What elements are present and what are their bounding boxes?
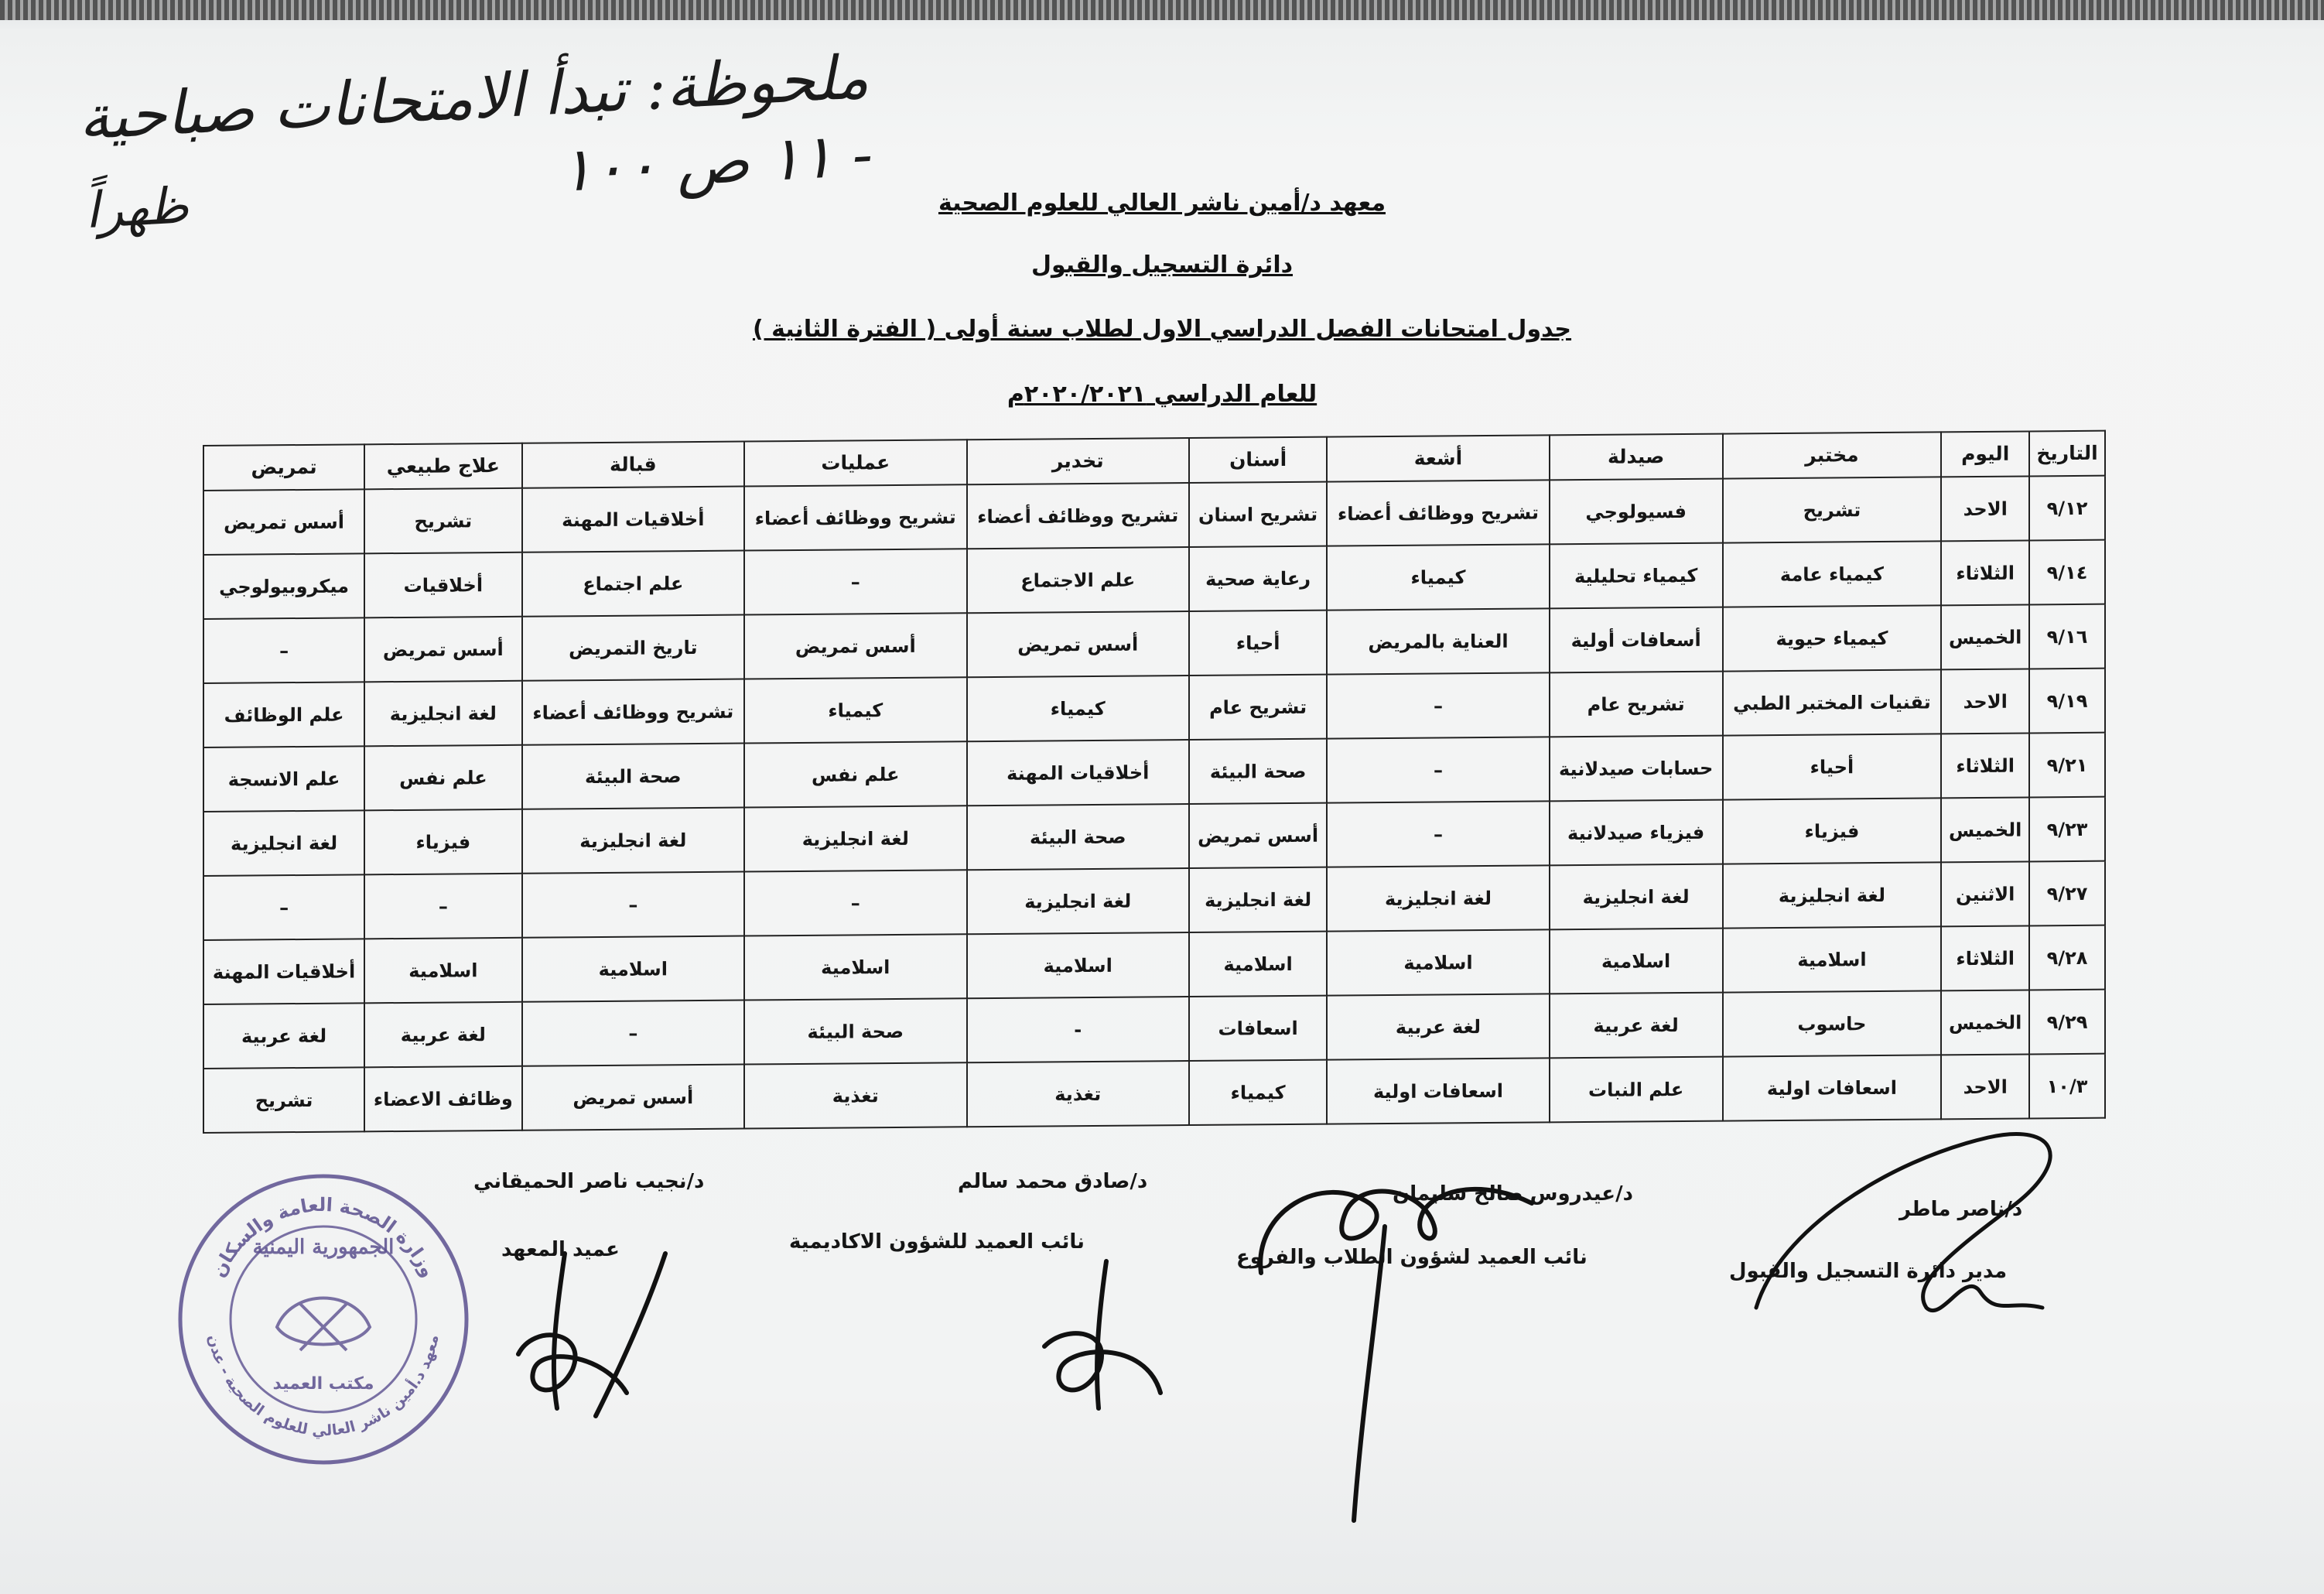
subject-cell: – [1327, 672, 1549, 738]
subject-cell: اسعافات [1189, 996, 1327, 1061]
column-header: قبالة [522, 442, 744, 488]
subject-cell: علم النبات [1550, 1057, 1723, 1123]
subject-cell: أسس تمريض [203, 489, 364, 555]
subject-cell: أسس تمريض [744, 613, 966, 679]
institute-name: معهد د/أمين ناشر العالي للعلوم الصحية [938, 190, 1386, 217]
signature-scribble-3 [1021, 1254, 1176, 1424]
subject-cell: علم نفس [744, 741, 966, 807]
subject-cell: لغة انجليزية [364, 681, 521, 747]
subject-cell: تشريح ووظائف أعضاء [967, 483, 1189, 549]
subject-cell: فيزياء [364, 809, 521, 875]
column-header: صيدلة [1550, 434, 1723, 481]
stamp-top-text: الجمهورية اليمنية [252, 1236, 395, 1259]
subject-cell: اسلامية [364, 938, 521, 1004]
note-line-1: ملحوظة: تبدأ الامتحانات صباحية - ١١ ص ١٠٠ [77, 42, 875, 206]
date-cell: ٩/١٦ [2029, 604, 2105, 669]
subject-cell: لغة انجليزية [744, 806, 966, 871]
subject-cell: لغة عربية [1327, 994, 1549, 1059]
subject-cell: – [744, 549, 966, 614]
table-body [203, 476, 2105, 1133]
subject-cell: تشريح [364, 488, 521, 554]
subject-cell: كيمياء حيوية [1723, 605, 1942, 671]
subject-cell: اسلامية [744, 934, 966, 1000]
subject-cell: صحة البيئة [967, 804, 1189, 870]
subject-cell: – [364, 874, 521, 939]
subject-cell: علم نفس [364, 745, 521, 811]
subject-cell: حسابات صيدلانية [1550, 736, 1723, 802]
subject-cell: – [522, 1001, 744, 1066]
subject-cell: علم الانسجة [203, 746, 364, 812]
day-cell: الثلاثاء [1941, 540, 2029, 605]
column-header: تمريض [203, 444, 364, 491]
subject-cell: تشريح اسنان [1189, 482, 1327, 547]
subject-cell: كيمياء عامة [1723, 541, 1942, 607]
signer-1-title: مدير دائرة التسجيل والقبول [1729, 1260, 2008, 1283]
column-header: تخدير [967, 438, 1189, 484]
subject-cell: اسعافات اولية [1723, 1055, 1942, 1120]
subject-cell: تشريح ووظائف أعضاء [522, 679, 744, 745]
date-cell: ٩/٢١ [2029, 733, 2105, 798]
subject-cell: تشريح ووظائف أعضاء [744, 484, 966, 550]
subject-cell: - [967, 997, 1189, 1062]
date-cell: ٩/٢٩ [2029, 990, 2105, 1055]
subject-cell: اسلامية [522, 936, 744, 1002]
subject-cell: لغة انجليزية [1550, 864, 1723, 930]
column-header: اليوم [1941, 431, 2029, 477]
subject-cell: لغة انجليزية [1189, 867, 1327, 932]
subject-cell: أخلاقيات [364, 552, 521, 618]
exam-schedule-table [203, 430, 2106, 1134]
subject-cell: لغة عربية [203, 1003, 364, 1069]
subject-cell: اسلامية [1550, 929, 1723, 994]
subject-cell: علم الوظائف [203, 682, 364, 747]
scan-top-edge [0, 0, 2324, 20]
day-cell: الاثنين [1941, 861, 2029, 926]
date-cell: ١٠/٣ [2029, 1054, 2105, 1119]
subject-cell: لغة انجليزية [967, 868, 1189, 934]
day-cell: الخميس [1941, 990, 2029, 1055]
subject-cell: كيمياء [1189, 1060, 1327, 1125]
date-cell: ٩/٢٨ [2029, 925, 2105, 990]
date-cell: ٩/١٢ [2029, 476, 2105, 541]
signer-4-title: عميد المعهد [501, 1238, 620, 1261]
subject-cell: اسلامية [1723, 926, 1942, 992]
subject-cell: لغة عربية [1550, 993, 1723, 1059]
subject-cell: كيمياء تحليلية [1550, 543, 1723, 609]
subject-cell: أخلاقيات المهنة [203, 939, 364, 1004]
subject-cell: تغذية [744, 1062, 966, 1128]
subject-cell: تقنيات المختبر الطبي [1723, 669, 1942, 735]
subject-cell: تغذية [967, 1061, 1189, 1127]
subject-cell: لغة انجليزية [1723, 862, 1942, 928]
signature-scribble-4 [503, 1238, 689, 1424]
eagle-emblem-icon [277, 1298, 370, 1351]
subject-cell: لغة انجليزية [1327, 865, 1549, 931]
day-cell: الاحد [1941, 669, 2029, 734]
academic-year: للعام الدراسي ٢٠٢٠/٢٠٢١م [1006, 381, 1318, 408]
subject-cell: كيمياء [1327, 544, 1549, 610]
subject-cell: لغة انجليزية [522, 808, 744, 874]
date-cell: ٩/٢٧ [2029, 861, 2105, 926]
subject-cell: فسيولوجي [1550, 479, 1723, 545]
signature-scribble-2 [1230, 1118, 1555, 1536]
subject-cell: فيزياء صيدلانية [1550, 800, 1723, 866]
subject-cell: – [1327, 801, 1549, 867]
subject-cell: لغة عربية [364, 1002, 521, 1068]
date-cell: ٩/٢٣ [2029, 797, 2105, 862]
signer-2-name: د/عيدروس صالح سليمان [1393, 1182, 1633, 1206]
subject-cell: صحة البيئة [1189, 739, 1327, 804]
stamp-ring-text: وزارة الصحة العامة والسكان [207, 1193, 439, 1281]
subject-cell: – [522, 872, 744, 938]
subject-cell: – [744, 870, 966, 936]
subject-cell: أسس تمريض [364, 617, 521, 682]
subject-cell: ميكروبيولوجي [203, 553, 364, 619]
column-header: أشعة [1327, 435, 1549, 481]
subject-cell: أسس تمريض [967, 611, 1189, 677]
day-cell: الاحد [1941, 476, 2029, 541]
day-cell: الثلاثاء [1941, 925, 2029, 990]
signer-4-name: د/نجيب ناصر الحميقاني [473, 1170, 705, 1193]
column-header: مختبر [1723, 432, 1942, 478]
subject-cell: – [203, 617, 364, 683]
note-line-2: ظهراً [84, 177, 190, 241]
column-header: علاج طبيعي [364, 443, 521, 490]
subject-cell: علم الاجتماع [967, 547, 1189, 613]
subject-cell: اسلامية [1327, 929, 1549, 995]
date-cell: ٩/١٩ [2029, 669, 2105, 734]
subject-cell: علم اجتماع [522, 551, 744, 617]
subject-cell: فيزياء [1723, 798, 1942, 864]
subject-cell: أخلاقيات المهنة [967, 740, 1189, 806]
department-name: دائرة التسجيل والقبول [1030, 251, 1294, 279]
subject-cell: صحة البيئة [744, 998, 966, 1064]
subject-cell: لغة انجليزية [203, 810, 364, 876]
subject-cell: رعاية صحية [1189, 546, 1327, 611]
subject-cell: – [1327, 737, 1549, 802]
subject-cell: تشريح [1723, 477, 1942, 542]
subject-cell: أسس تمريض [522, 1065, 744, 1131]
subject-cell: تاريخ التمريض [522, 615, 744, 681]
signer-1-name: د/ناصر ماطر [1899, 1198, 2023, 1221]
subject-cell: تشريح عام [1550, 672, 1723, 737]
stamp-bottom-text: معهد د.أمين ناشر العالي للعلوم الصحية - عدن [204, 1333, 443, 1440]
column-header: التاريخ [2029, 431, 2105, 477]
subject-cell: تشريح عام [1189, 675, 1327, 740]
column-header: عمليات [744, 440, 966, 486]
subject-cell: – [203, 874, 364, 940]
schedule-title: جدول امتحانات الفصل الدراسي الاول لطلاب سنة أولى ( الفترة الثانية ) [752, 316, 1572, 343]
day-cell: الخميس [1941, 797, 2029, 862]
subject-cell: تشريح ووظائف أعضاء [1327, 480, 1549, 546]
stamp-center-text: مكتب العميد [272, 1374, 374, 1394]
column-header: أسنان [1189, 437, 1327, 483]
subject-cell: وظائف الاعضاء [364, 1066, 521, 1132]
subject-cell: صحة البيئة [522, 744, 744, 809]
subject-cell: كيمياء [967, 676, 1189, 741]
signer-3-name: د/صادق محمد سالم [958, 1170, 1148, 1193]
subject-cell: أسعافات أولية [1550, 607, 1723, 673]
subject-cell: تشريح [203, 1067, 364, 1133]
day-cell: الخميس [1941, 604, 2029, 669]
subject-cell: أسس تمريض [1189, 803, 1327, 868]
subject-cell: حاسوب [1723, 990, 1942, 1056]
subject-cell: أخلاقيات المهنة [522, 487, 744, 552]
signer-2-title: نائب العميد لشؤون الطلاب والفروع [1236, 1246, 1587, 1269]
official-stamp [169, 1165, 478, 1474]
signature-scribble-1 [1733, 1114, 2089, 1346]
subject-cell: اسعافات اولية [1327, 1058, 1549, 1124]
day-cell: الثلاثاء [1941, 733, 2029, 798]
day-cell: الاحد [1941, 1054, 2029, 1119]
subject-cell: العناية بالمريض [1327, 608, 1549, 674]
date-cell: ٩/١٤ [2029, 540, 2105, 605]
subject-cell: اسلامية [967, 932, 1189, 998]
subject-cell: أحياء [1189, 611, 1327, 676]
subject-cell: اسلامية [1189, 932, 1327, 997]
subject-cell: كيمياء [744, 677, 966, 743]
signer-3-title: نائب العميد للشؤون الاكاديمية [789, 1230, 1085, 1254]
subject-cell: أحياء [1723, 734, 1942, 799]
